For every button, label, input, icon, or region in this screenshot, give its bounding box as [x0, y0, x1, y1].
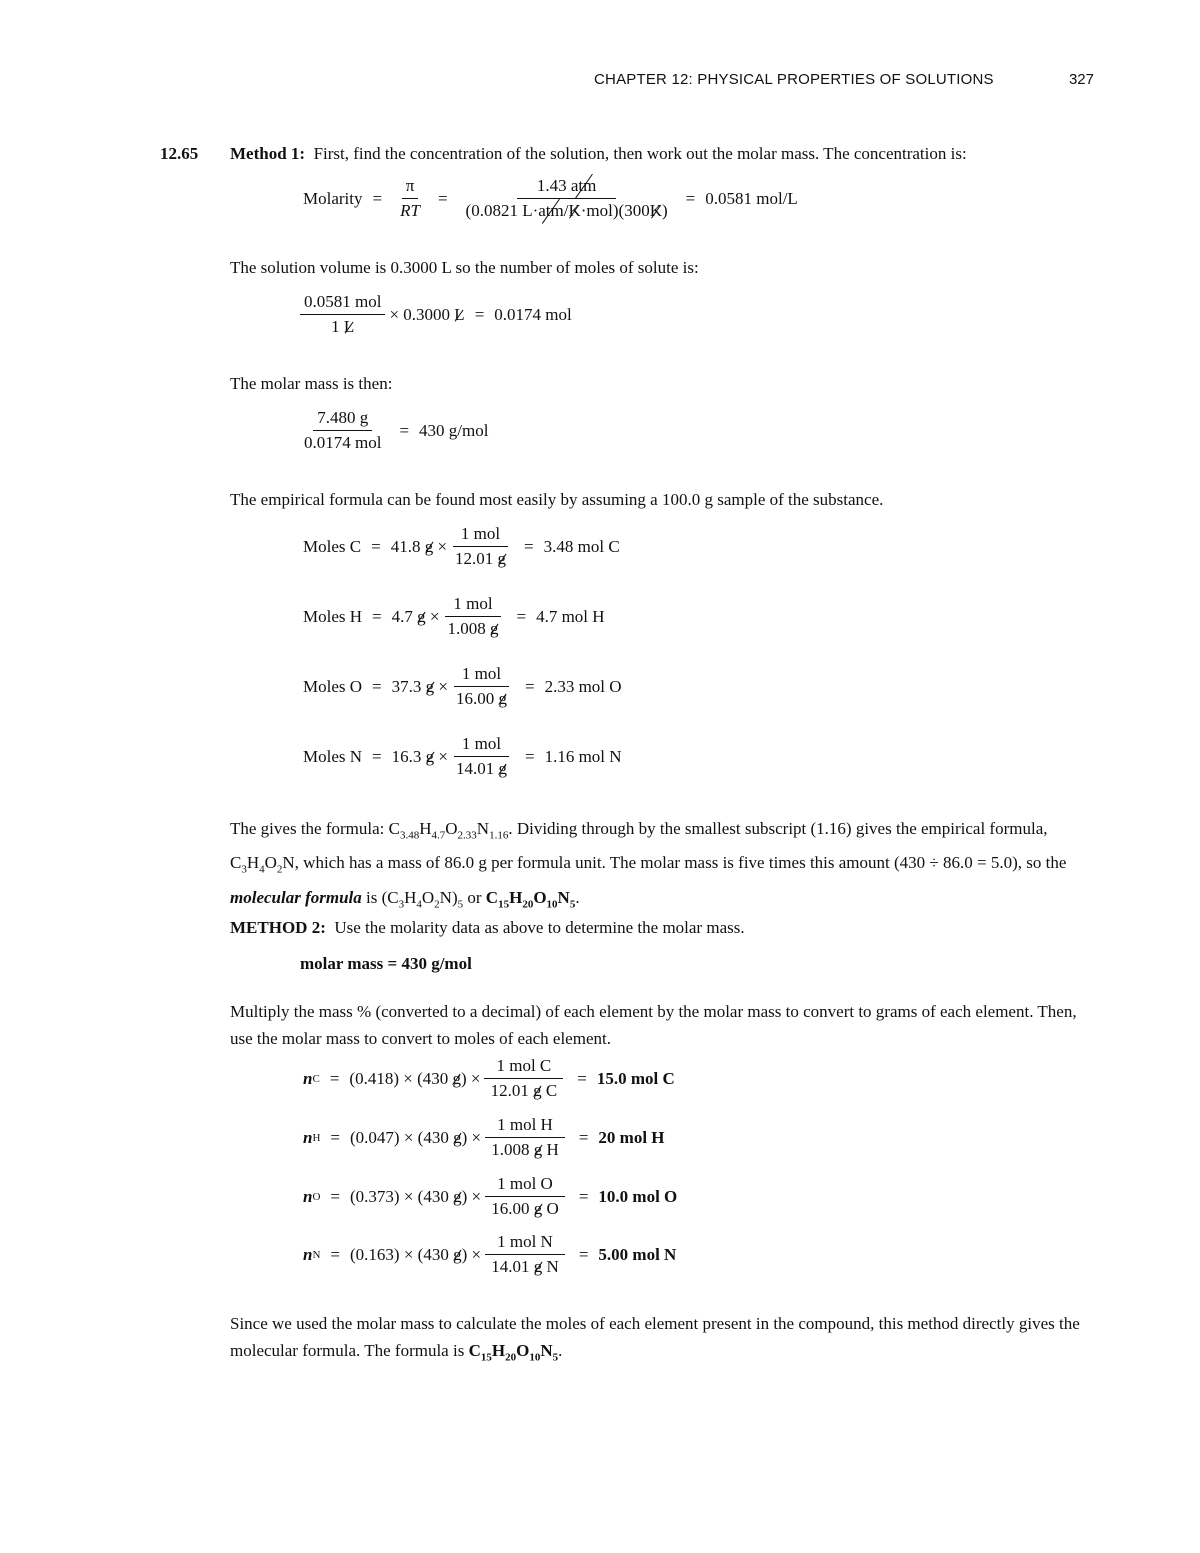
problem-number: 12.65 [160, 144, 199, 163]
page-number: 327 [1068, 71, 1094, 88]
element-moles-row: n N = (0.163) × (430 g ) × $\frac{\text{1 mol N}}{\text{14.01 g N}}$ = 5.00 mol N [303, 1232, 677, 1276]
method1-intro: First, find the concentration of the solution, then work out the molar mass. The concentration is: [313, 144, 967, 163]
method1-intro-line [230, 144, 967, 164]
chapter-title: CHAPTER 12: PHYSICAL PROPERTIES OF SOLUTIONS [594, 71, 994, 88]
molarity-lhs: Molarity [303, 188, 363, 208]
moles-row: Moles N = 16.3 g × $\frac{\text{1 mol}}{14.01 g}$ = 1.16 mol N [303, 734, 622, 778]
pi-over-rt: $\frac{\pi}{RT}$ [400, 176, 420, 220]
molarity-result: 0.0581 mol/L [705, 188, 798, 208]
element-moles-result: 15.0 mol C [596, 1068, 675, 1088]
moles-result: 3.48 mol C [543, 536, 620, 556]
moles-equation: $\frac{\text{0.0581 mol}}{1 L}$ × 0.3000 L = 0.0174 mol [300, 292, 572, 337]
method2-molar-mass: molar mass = 430 g/mol [300, 954, 472, 973]
moles-row: Moles C = 41.8 g × $\frac{\text{1 mol}}{12.01 g}$ = 3.48 mol C [303, 524, 620, 568]
element-moles-row: n C = (0.418) × (430 g ) × $\frac{\text{1 mol C}}{\text{12.01 g C}}$ = 15.0 mol C [303, 1056, 675, 1100]
moles-result: 0.0174 mol [494, 304, 572, 324]
molarity-equation: Molarity = $\frac{\pi}{RT}$ = $\frac{\text{1.43 atm}}{\text{(0.0821 L·atm/K·mol)(300K)}}$ = 0.0581 mol/L [303, 176, 798, 220]
molecular-formula-term: molecular formula [230, 887, 362, 907]
element-moles-result: 5.00 mol N [598, 1244, 677, 1264]
moles-row: Moles H = 4.7 g × $\frac{\text{1 mol}}{1.008 g}$ = 4.7 mol H [303, 594, 605, 638]
method2-intro-line [230, 918, 745, 938]
molarity-fraction: $\frac{\text{1.43 atm}}{\text{(0.0821 L·atm/K·mol)(300K)}}$ [465, 176, 668, 220]
molar-mass-text: The molar mass is then: [230, 374, 393, 393]
molar-mass-result: 430 g/mol [419, 420, 489, 440]
moles-result: 4.7 mol H [536, 606, 605, 626]
multiply-text: Multiply the mass % (converted to a decimal) of each element by the molar mass to convert to grams of each element. Then, use the molar mass to convert to moles of each element. [230, 1002, 1077, 1048]
method2-label: METHOD 2: [230, 918, 326, 937]
conclusion-formula: $C_{15}H_{20}O_{10}N_5$ [468, 1341, 559, 1364]
moles-result: 2.33 mol O [544, 676, 622, 696]
final-formula: $C_{15}H_{20}O_{10}N_5$ [485, 887, 576, 911]
moles-row: Moles O = 37.3 g × $\frac{\text{1 mol}}{16.00 g}$ = 2.33 mol O [303, 664, 622, 708]
empirical-text: The empirical formula can be found most easily by assuming a 100.0 g sample of the substance. [230, 490, 884, 509]
volume-text: The solution volume is 0.3000 L so the number of moles of solute is: [230, 258, 699, 277]
element-moles-row: n H = (0.047) × (430 g ) × $\frac{\text{1 mol H}}{\text{1.008 g H}}$ = 20 mol H [303, 1115, 665, 1159]
conclusion-paragraph: Since we used the molar mass to calculate the moles of each element present in the compound, this method directly gives the molecular formula. The formula is $C_{15}H_{20}O_{10}N_5$. [230, 1314, 1080, 1364]
molar-mass-equation: $\frac{7.480 g}{\text{0.0174 mol}}$ = 430 g/mol [304, 408, 489, 452]
method2-intro: Use the molarity data as above to determine the molar mass. [334, 918, 745, 937]
formula-paragraph: The gives the formula: $C_{3.48}H_{4.7}O_{2.33}N_{1.16}$. Dividing through by the smallest subscript (1.16) gives the empirical formula, $C_3H_4O_2N$, which has a mass of 86.0 g per formula unit. The molar mass is five times this amount (430 ÷ 86.0 = 5.0), so the molecular formula is $(C_3H_4O_2N)_5$ or $C_{15}H_{20}O_{10}N_5$. [230, 819, 1067, 911]
moles-result: 1.16 mol N [544, 746, 622, 766]
element-moles-result: 20 mol H [598, 1127, 665, 1147]
element-moles-row: n O = (0.373) × (430 g ) × $\frac{\text{1 mol O}}{\text{16.00 g O}}$ = 10.0 mol O [303, 1174, 678, 1218]
element-moles-result: 10.0 mol O [598, 1186, 678, 1206]
method1-label: Method 1: [230, 144, 306, 163]
page-header [590, 68, 1098, 92]
